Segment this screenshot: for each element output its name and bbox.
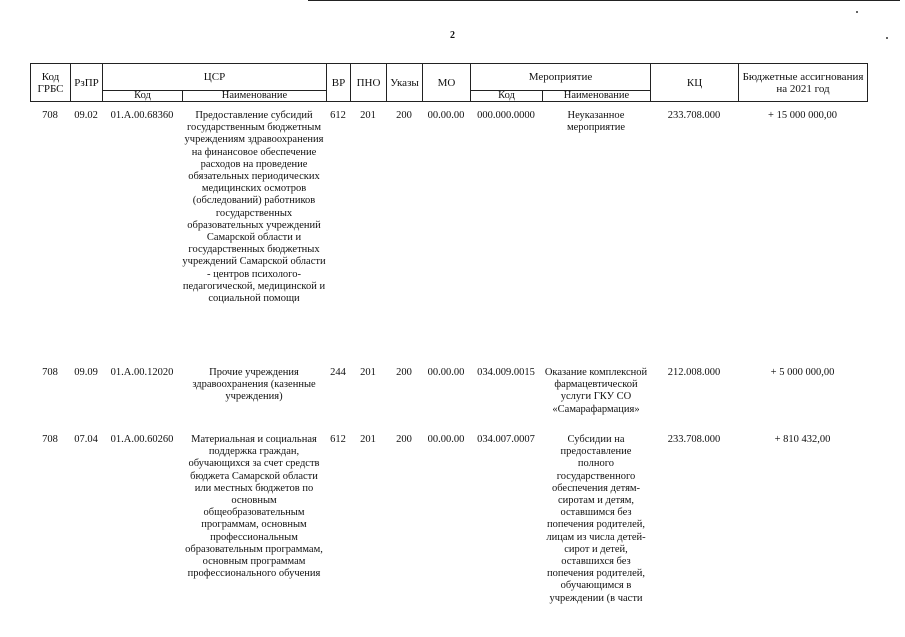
header-csr: ЦСР <box>103 64 327 91</box>
table-header <box>30 63 868 102</box>
cell-vr: 244 <box>330 367 346 378</box>
cell-ukazy: 200 <box>396 367 412 378</box>
header-mo: МО <box>423 64 471 102</box>
cell-vr: 612 <box>330 434 346 445</box>
cell-kc: 233.708.000 <box>667 110 721 121</box>
cell-mo: 00.00.00 <box>427 434 465 445</box>
header-grbs: Код ГРБС <box>31 64 71 102</box>
scan-speck <box>886 37 888 39</box>
cell-grbs: 708 <box>42 367 58 378</box>
cell-vr: 612 <box>330 110 346 121</box>
cell-rzpr: 07.04 <box>74 434 98 445</box>
cell-mo: 00.00.00 <box>427 110 465 121</box>
page-number: 2 <box>450 30 455 41</box>
cell-amount: + 15 000 000,00 <box>768 110 837 121</box>
cell-kc: 212.008.000 <box>667 367 721 378</box>
cell-mo: 00.00.00 <box>427 367 465 378</box>
header-measure-code: Код <box>471 91 543 102</box>
cell-measure-name: Субсидии на предоставление полного государственного обеспечения детям-сиротам и детям, оставшимся без попечения родителей, лицам из числа детей-сирот и детей, оставшихся без попечения родителей, обучающимся в учреждении (в части <box>546 434 646 604</box>
top-rule <box>308 0 900 1</box>
cell-pno: 201 <box>360 367 376 378</box>
header-kc: КЦ <box>651 64 739 102</box>
cell-measure-name: Оказание комплексной фармацевтической услуги ГКУ СО «Самарафармация» <box>544 367 648 415</box>
cell-csr-code: 01.А.00.12020 <box>110 367 174 378</box>
header-measure-name: Наименование <box>543 91 651 102</box>
header-pno: ПНО <box>351 64 387 102</box>
cell-ukazy: 200 <box>396 434 412 445</box>
cell-measure-code: 034.009.0015 <box>477 367 535 378</box>
header-vr: ВР <box>327 64 351 102</box>
cell-measure-code: 034.007.0007 <box>477 434 535 445</box>
header-csr-name: Наименование <box>183 91 327 102</box>
cell-csr-name: Предоставление субсидий государственным бюджетным учреждениям здравоохранения на финансовое обеспечение расходов на проведение обязательных периодических медицинских осмотров (обследований) работников государственных образовательных учреждений Самарской области и государственных бюджетных учреждений Самарской области - центров психолого-педагогической, медицинской и социальной помощи <box>182 110 326 305</box>
header-rzpr: РзПР <box>71 64 103 102</box>
header-csr-code: Код <box>103 91 183 102</box>
cell-measure-code: 000.000.0000 <box>477 110 535 121</box>
header-budget: Бюджетные ассигнования на 2021 год <box>739 64 868 102</box>
cell-pno: 201 <box>360 110 376 121</box>
cell-grbs: 708 <box>42 434 58 445</box>
cell-rzpr: 09.02 <box>74 110 98 121</box>
header-measure: Мероприятие <box>471 64 651 91</box>
cell-kc: 233.708.000 <box>667 434 721 445</box>
cell-measure-name: Неуказанное мероприятие <box>567 110 625 134</box>
cell-ukazy: 200 <box>396 110 412 121</box>
cell-amount: + 810 432,00 <box>774 434 831 445</box>
cell-csr-code: 01.А.00.60260 <box>110 434 174 445</box>
cell-grbs: 708 <box>42 110 58 121</box>
scan-speck <box>856 11 858 13</box>
cell-amount: + 5 000 000,00 <box>770 367 835 378</box>
header-ukazy: Указы <box>387 64 423 102</box>
cell-csr-code: 01.А.00.68360 <box>110 110 174 121</box>
cell-csr-name: Прочие учреждения здравоохранения (казенные учреждения) <box>192 367 316 403</box>
cell-pno: 201 <box>360 434 376 445</box>
cell-rzpr: 09.09 <box>74 367 98 378</box>
cell-csr-name: Материальная и социальная поддержка граждан, обучающихся за счет средств бюджета Самарской области или местных бюджетов по основным общеобразовательным программам, основным профессиональным образовательным программам, основным программам профессионального обучения <box>185 434 323 580</box>
